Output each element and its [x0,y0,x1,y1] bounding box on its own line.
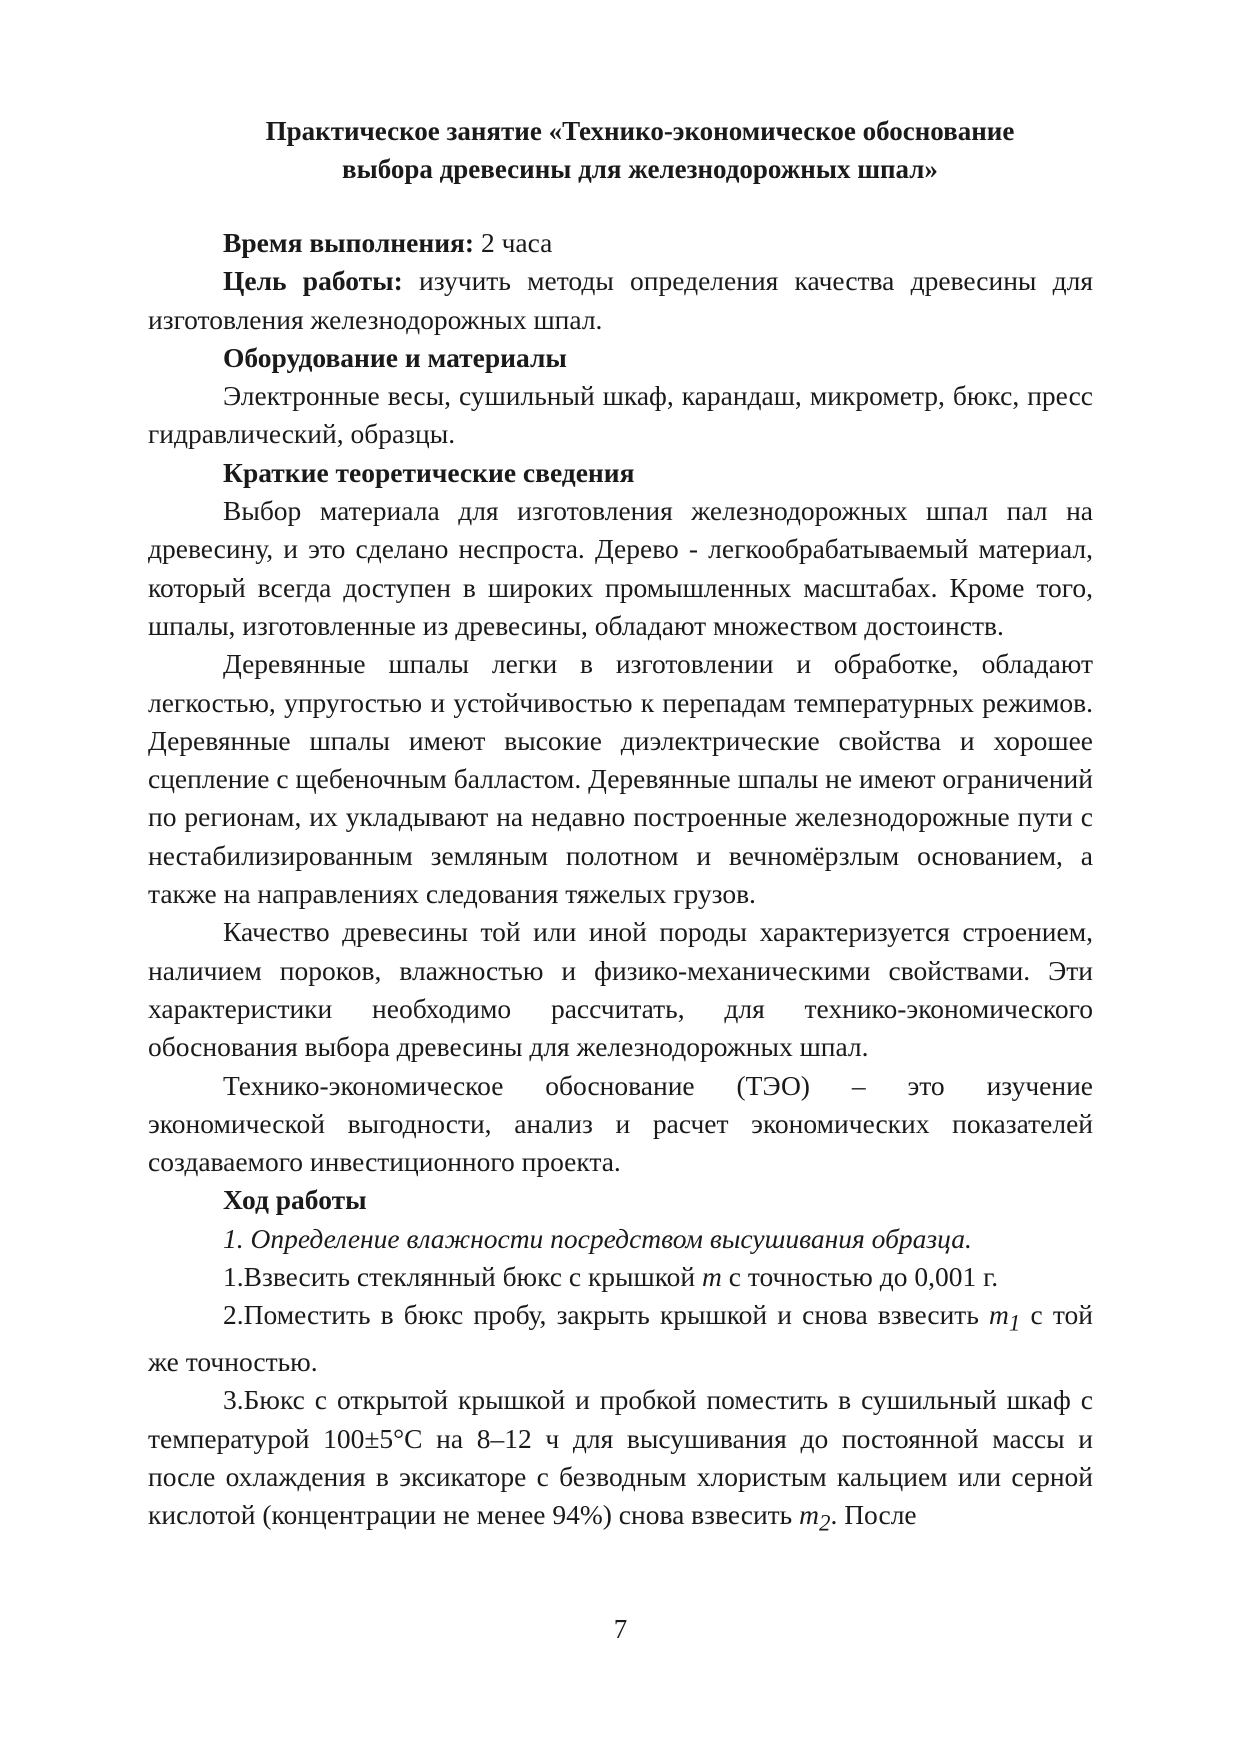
time-paragraph [148,224,1093,262]
procedure-heading: Ход работы [223,1184,367,1216]
page-number: 7 [613,1614,628,1644]
procedure-step-3: 3.Бюкс с открытой крышкой и пробкой поместить в сушильный шкаф с температурой 100±5°С на 8–12 ч для высушивания до постоянной массы и после охлаждения в эксикаторе с безводным хлористым кальцием или серной кислотой (концентрации не менее 94%) снова взвесить $m_2$. После [148,1384,1093,1536]
variable-m2: $m_2$ [799,1499,831,1536]
theory-paragraph-3: Качество древесины той или иной породы характеризуется строением, наличием пороков, влажностью и физико-механическими свойствами. Эти характеристики необходимо рассчитать, для технико-экономического обоснования выбора древесины для железнодорожных шпал. [148,916,1093,1063]
equipment-heading: Оборудование и материалы [223,341,567,373]
time-label: Время выполнения: [223,227,475,258]
goal-paragraph [148,262,1093,339]
title-line-2: выбора древесины для железнодорожных шпал» [342,154,938,184]
theory-paragraph-2: Деревянные шпалы легки в изготовлении и обработке, обладают легкостью, упругостью и устойчивостью к перепадам температурных режимов. Деревянные шпалы имеют высокие диэлектрические свойства и хорошее сцепление с щебеночным балластом. Деревянные шпалы не имеют ограничений по регионам, их укладывают на недавно построенные железнодорожные пути с нестабилизированным земляным полотном и вечномёрзлым основанием, а также на направлениях следования тяжелых грузов. [148,648,1093,910]
document-body [148,224,1093,1543]
time-value: 2 часа [474,227,553,258]
procedure-step-2: 2.Поместить в бюкс пробу, закрыть крышкой и снова взвесить $m_1$ с той же точностью. [148,1299,1094,1378]
variable-m: m [702,1261,722,1293]
theory-paragraph-1: Выбор материала для изготовления железнодорожных шпал пал на древесину, и это сделано неспроста. Дерево - легкообрабатываемый материал, который всегда доступен в широких промышленных масштабах. Кроме того, шпалы, изготовленные из древесины, обладают множеством достоинств. [148,495,1093,641]
title-line-1: Практическое занятие «Технико-экономическое обоснование [265,116,1015,146]
variable-m1: $m_1$ [989,1299,1021,1336]
goal-value: изучить методы определения качества древесины для изготовления железнодорожных шпал. [148,265,1093,335]
theory-heading: Краткие теоретические сведения [223,456,635,488]
theory-paragraph-4: Технико-экономическое обоснование (ТЭО) – это изучение экономической выгодности, анализ и расчет экономических показателей создаваемого инвестиционного проекта. [148,1069,1093,1178]
page-title [200,112,1080,188]
goal-label: Цель работы: [223,265,403,297]
procedure-step-1: 1.Взвесить стеклянный бюкс с крышкой m с точностью до 0,001 г. [223,1261,999,1293]
equipment-text: Электронные весы, сушильный шкаф, карандаш, микрометр, бюкс, пресс гидравлический, образцы. [148,380,1093,450]
procedure-subheading: 1. Определение влажности посредством высушивания образца. [223,1222,972,1254]
